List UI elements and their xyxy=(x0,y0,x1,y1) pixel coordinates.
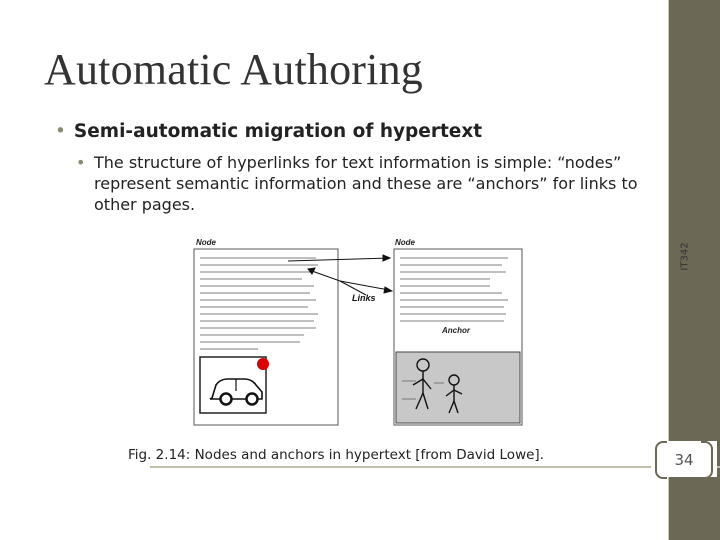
bullet-level1-text: Semi-automatic migration of hypertext xyxy=(73,121,483,142)
hypertext-figure xyxy=(190,233,535,438)
figure-caption: Fig. 2.14: Nodes and anchors in hypertext [from David Lowe]. xyxy=(128,447,544,463)
course-code-text: IT342 xyxy=(679,242,691,271)
bullet-level2-text: The structure of hyperlinks for text information is simple: “nodes” represent semantic information and these are “anchors” for links to other pages. xyxy=(94,153,638,214)
footer-rule xyxy=(150,466,720,468)
page-number: 34 xyxy=(674,451,694,469)
anchor-label: Anchor xyxy=(442,326,470,335)
left-node-title: Node xyxy=(196,238,216,247)
page-number-badge xyxy=(651,441,717,477)
bullet-dot: • xyxy=(76,153,86,172)
links-label: Links xyxy=(352,293,376,303)
right-node-title: Node xyxy=(395,238,415,247)
left-node xyxy=(194,238,338,425)
bullet-level1 xyxy=(55,121,482,142)
slide-title: Automatic Authoring xyxy=(44,45,423,94)
right-node xyxy=(394,238,522,425)
course-code xyxy=(678,228,692,288)
anchor-dot-icon xyxy=(257,358,269,370)
bullet-dot: • xyxy=(55,121,66,142)
bullet-level2 xyxy=(76,152,666,215)
